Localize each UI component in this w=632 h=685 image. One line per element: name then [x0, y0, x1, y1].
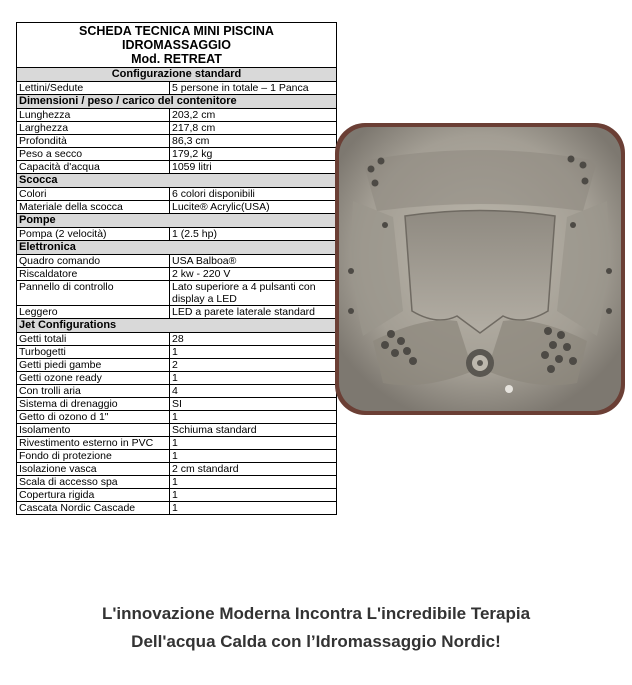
spec-value: 86,3 cm: [172, 135, 210, 147]
spec-label: Quadro comando: [17, 255, 170, 267]
spec-value: 203,2 cm: [172, 109, 216, 121]
spec-value: 1: [172, 502, 178, 514]
spec-row: [17, 306, 336, 319]
spec-label: Profondità: [17, 135, 170, 147]
spec-value: 1: [172, 372, 178, 384]
spec-row: [17, 489, 336, 502]
spec-row: [17, 463, 336, 476]
spec-label: Riscaldatore: [17, 268, 170, 280]
spec-value: 6 colori disponibili: [172, 188, 255, 200]
footwell: [405, 211, 555, 334]
section-header: Scocca: [17, 174, 336, 188]
spec-row: [17, 398, 336, 411]
spec-row: [17, 502, 336, 514]
spec-label: Getti piedi gambe: [17, 359, 170, 371]
spec-label: Getto di ozono d 1": [17, 411, 170, 423]
spec-row: [17, 411, 336, 424]
section-header: Jet Configurations: [17, 319, 336, 333]
spec-value: 1: [172, 489, 178, 501]
spec-value: Lato superiore a 4 pulsanti con display a LED: [172, 281, 316, 305]
spec-value: USA Balboa®: [172, 255, 237, 267]
spec-value: 1 (2.5 hp): [172, 228, 217, 240]
spec-row: [17, 333, 336, 346]
spec-title-line-3: Mod. RETREAT: [131, 52, 222, 66]
spec-value: 1: [172, 346, 178, 358]
spec-value: 4: [172, 385, 178, 397]
spec-value: 2 cm standard: [172, 463, 239, 475]
spec-label: Fondo di protezione: [17, 450, 170, 462]
spec-value: 1: [172, 450, 178, 462]
spec-row: [17, 437, 336, 450]
spec-row: [17, 161, 336, 174]
spec-value: Schiuma standard: [172, 424, 257, 436]
spec-title-line-1: SCHEDA TECNICA MINI PISCINA: [79, 24, 274, 38]
spec-value: 2 kw - 220 V: [172, 268, 231, 280]
spec-label: Cascata Nordic Cascade: [17, 502, 170, 514]
spec-label: Rivestimento esterno in PVC: [17, 437, 170, 449]
spec-value: 1: [172, 476, 178, 488]
spec-row: [17, 281, 336, 306]
spec-row: [17, 201, 336, 214]
hot-tub-illustration: [333, 121, 627, 417]
spec-title-line-2: IDROMASSAGGIO: [121, 38, 232, 52]
spec-row: [17, 82, 336, 95]
spec-label: Turbogetti: [17, 346, 170, 358]
spec-row: [17, 346, 336, 359]
spec-label: Getti totali: [17, 333, 170, 345]
section-header: Dimensioni / peso / carico del contenitore: [17, 95, 336, 109]
spec-row: [17, 109, 336, 122]
spec-value: 2: [172, 359, 178, 371]
section-header: Elettronica: [17, 241, 336, 255]
spec-label: Capacità d'acqua: [17, 161, 170, 173]
spec-label: Isolazione vasca: [17, 463, 170, 475]
spec-row: [17, 450, 336, 463]
tagline: [0, 600, 632, 656]
spec-value: LED a parete laterale standard: [172, 306, 316, 318]
spec-row: [17, 148, 336, 161]
spec-value: 179,2 kg: [172, 148, 213, 160]
spec-title: [17, 22, 336, 68]
spec-row: [17, 122, 336, 135]
spec-label: Copertura rigida: [17, 489, 170, 501]
spec-row: [17, 268, 336, 281]
section-header: Configurazione standard: [17, 68, 336, 82]
spec-label: Lunghezza: [17, 109, 170, 121]
spec-label: Pompa (2 velocità): [17, 228, 170, 240]
spec-row: [17, 476, 336, 489]
spec-label: Leggero: [17, 306, 170, 318]
spec-label: Colori: [17, 188, 170, 200]
spec-row: [17, 424, 336, 437]
spec-row: [17, 228, 336, 241]
spec-label: Pannello di controllo: [17, 281, 170, 305]
spec-row: [17, 188, 336, 201]
spec-label: Larghezza: [17, 122, 170, 134]
hot-tub-image: [333, 121, 627, 417]
spec-value: 1: [172, 411, 178, 423]
spec-sections: [17, 68, 336, 514]
spec-row: [17, 135, 336, 148]
section-header: Pompe: [17, 214, 336, 228]
spec-row: [17, 385, 336, 398]
tagline-line-2: Dell'acqua Calda con l’Idromassaggio Nordic!: [131, 632, 501, 651]
spec-label: Lettini/Sedute: [17, 82, 170, 94]
spec-table: [16, 22, 337, 515]
spec-value: 5 persone in totale – 1 Panca: [172, 82, 309, 94]
spec-label: Sistema di drenaggio: [17, 398, 170, 410]
spec-label: Con trolli aria: [17, 385, 170, 397]
spec-value: 1059 litri: [172, 161, 212, 173]
spec-value: 217,8 cm: [172, 122, 216, 134]
spec-label: Materiale della scocca: [17, 201, 170, 213]
spec-label: Getti ozone ready: [17, 372, 170, 384]
spec-value: 28: [172, 333, 184, 345]
spec-label: Peso a secco: [17, 148, 170, 160]
tagline-line-1: L'innovazione Moderna Incontra L'incredibile Terapia: [101, 604, 531, 623]
spec-row: [17, 359, 336, 372]
spec-label: Scala di accesso spa: [17, 476, 170, 488]
spec-row: [17, 255, 336, 268]
spec-value: Lucite® Acrylic(USA): [172, 201, 270, 213]
spec-label: Isolamento: [17, 424, 170, 436]
spec-value: SI: [172, 398, 182, 410]
spec-row: [17, 372, 336, 385]
spec-value: 1: [172, 437, 178, 449]
